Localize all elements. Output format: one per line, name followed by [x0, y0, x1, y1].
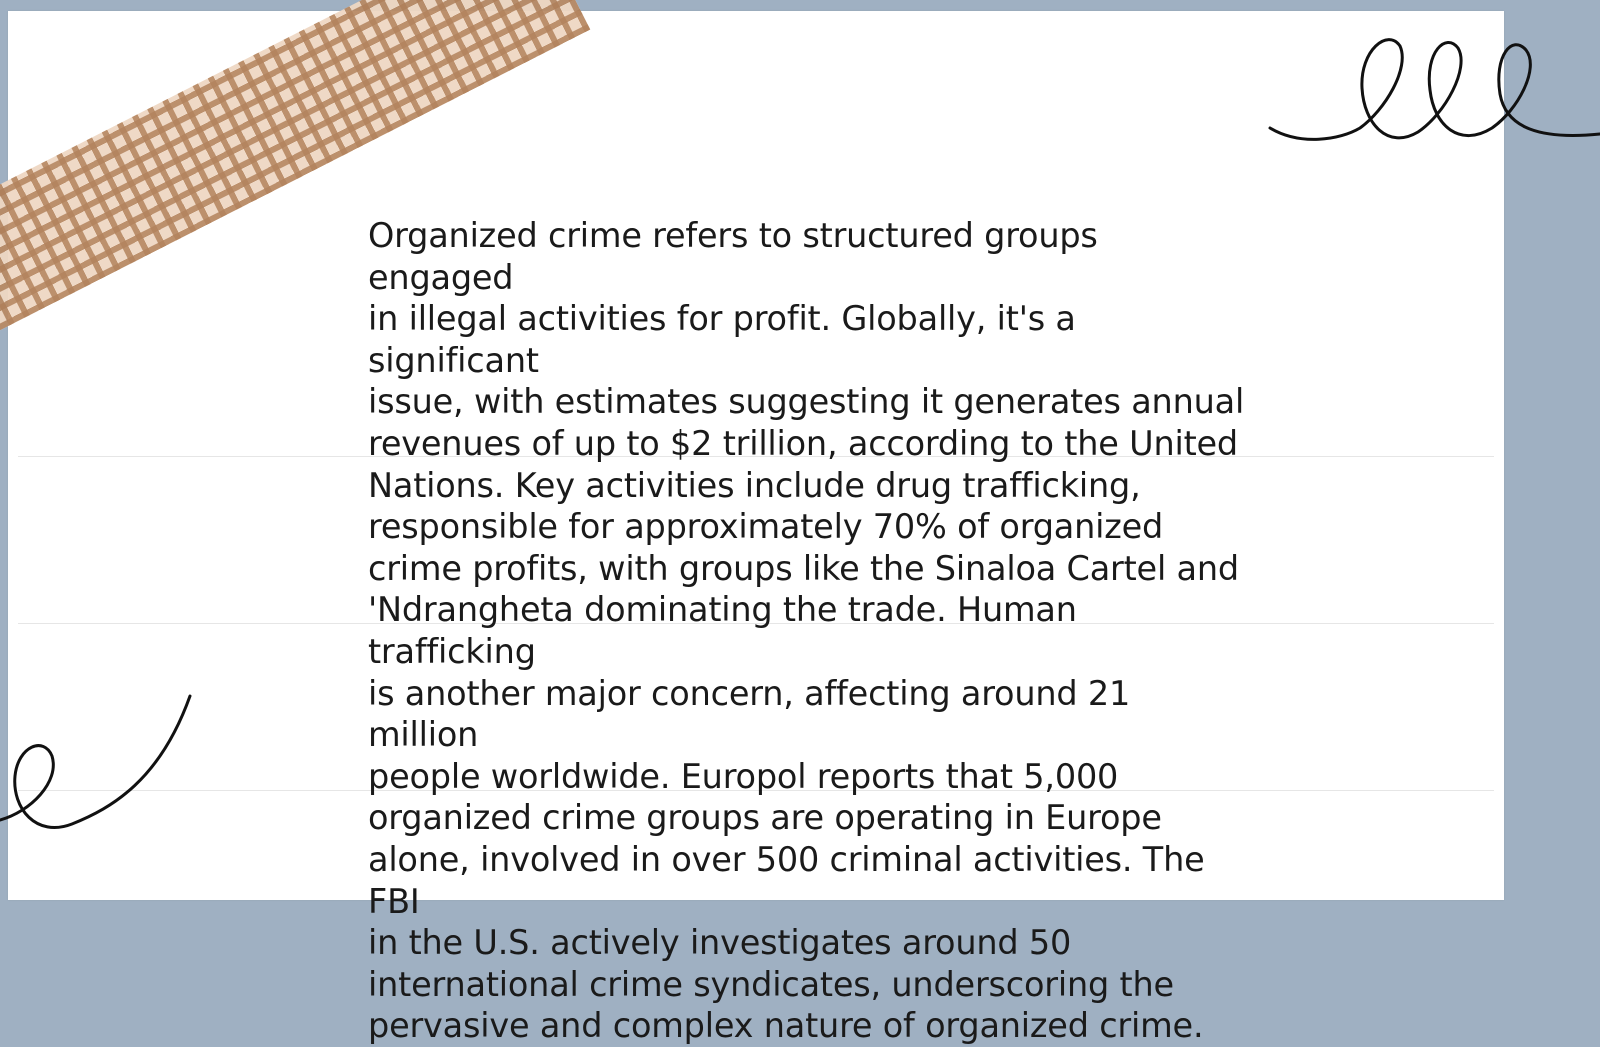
- body-paragraph: Organized crime refers to structured groups engaged in illegal activities for profit. Globally, it's a significant issue, with estimates suggesting it generates annual revenues of up to $2 trillion, according to the United Nations. Key activities include drug trafficking, responsible for approximately 70% of organized crime profits, with groups like the Sinaloa Cartel and 'Ndrangheta dominating the trade. Human trafficking is another major concern, affecting around 21 million people worldwide. Europol reports that 5,000 organized crime groups are operating in Europe alone, involved in over 500 criminal activities. The FBI in the U.S. actively investigates around 50 international crime syndicates, underscoring the pervasive and complex nature of organized crime.: [368, 216, 1245, 1046]
- swoosh-scribble-icon: [0, 690, 200, 850]
- loop-scribble-icon: [1260, 28, 1600, 168]
